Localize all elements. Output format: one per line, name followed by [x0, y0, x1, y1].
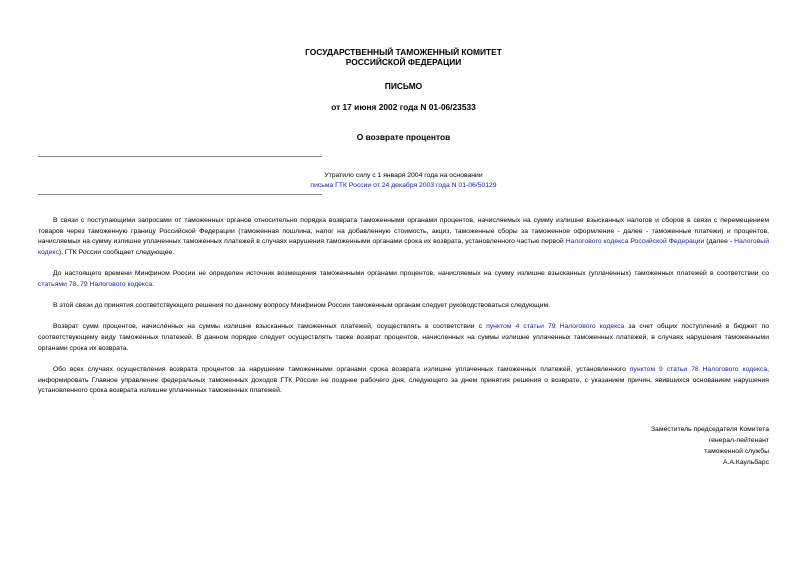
letter-body [38, 216, 769, 408]
signer-rank: генерал-лейтенант [708, 437, 769, 444]
org-line-1: ГОСУДАРСТВЕННЫЙ ТАМОЖЕННЫЙ КОМИТЕТ [305, 47, 502, 57]
document-type: ПИСЬМО [384, 81, 423, 91]
articles-78-79-link[interactable]: статьями 78, 79 Налогового кодекса [38, 281, 153, 289]
article-78-item-9-link[interactable]: пунктом 9 статьи 78 Налогового кодекса [629, 366, 768, 374]
void-notice [0, 171, 807, 191]
document-subject: О возврате процентов [356, 132, 451, 142]
paragraph-1: В связи с поступающими запросами от таможенных органов относительно порядка возврата таможенными органами процентов, начисляемых на сумму излишне взысканных налогов и сборов в связи с перемещением товаров через таможенную границу Российской Федерации (таможенная пошлина, налог на добавленную стоимость, акциз, таможенные сборы за таможенное оформление - далее - таможенные платежи) и процентов, начисляемых на сумму излишне уплаченных таможенных платежей в случаях нарушения таможенными органами срока их возврата, установленного частью первой Налогового кодекса Российской Федерации (далее - Налоговый кодекс), ГТК России сообщает следующее. [38, 217, 769, 257]
void-notice-link[interactable]: письма ГТК России от 24 декабря 2003 года N 01-06/50129 [310, 182, 497, 189]
article-79-item-4-link[interactable]: пунктом 4 статьи 79 Налогового кодекса [486, 323, 625, 331]
divider-top [38, 156, 322, 157]
paragraph-5: Обо всех случаях осуществления возврата процентов за нарушение таможенными органами срока возврата излишне уплаченных таможенных платежей, установленного пунктом 9 статьи 78 Налогового кодекса, информировать Главное управление федеральных таможенных доходов ГТК России не позднее рабочего дня, следующего за днем принятия решения о возврате, с указанием причин, явившихся основанием нарушения установленного срока возврата излишне уплаченных таможенных платежей. [38, 366, 769, 395]
divider-bottom [38, 194, 322, 195]
void-notice-text: Утратило силу с 1 января 2004 года на основании [324, 172, 483, 179]
document-date-number: от 17 июня 2002 года N 01-06/23533 [331, 102, 476, 112]
signature-block [651, 424, 769, 468]
paragraph-4: Возврат сумм процентов, начисленных на суммы излишне взысканных таможенных платежей, осуществлять в соответствии с пунктом 4 статьи 79 Налогового кодекса за счет общих поступлений в бюджет по соответствующему виду таможенных платежей. В данном порядке следует осуществлять также возврат процентов, начисленных на суммы излишне уплаченных таможенных платежей, в случаях нарушения таможенными органами срока их возврата. [38, 323, 770, 352]
signer-name: А.А.Каульбарс [723, 459, 769, 466]
paragraph-3: В этой связи до принятия соответствующего решения по данному вопросу Минфином России таможенным органам следует руководствоваться следующим. [53, 302, 551, 310]
signer-service: таможенной службы [704, 448, 769, 455]
paragraph-2: До настоящего времени Минфином России не определен источник возмещения таможенными органами процентов, начисляемых на сумму излишне взысканных (уплаченных) таможенных платежей в соответствии со статьями 78, 79 Налогового кодекса. [38, 270, 769, 289]
signer-position: Заместитель председателя Комитета [650, 426, 769, 433]
issuing-authority [0, 47, 807, 67]
org-line-2: РОССИЙСКОЙ ФЕДЕРАЦИИ [345, 57, 462, 67]
tax-code-link[interactable]: Налогового кодекса Российской Федерации [565, 238, 705, 246]
tax-code-short-link[interactable]: Налоговый кодекс [38, 238, 769, 257]
